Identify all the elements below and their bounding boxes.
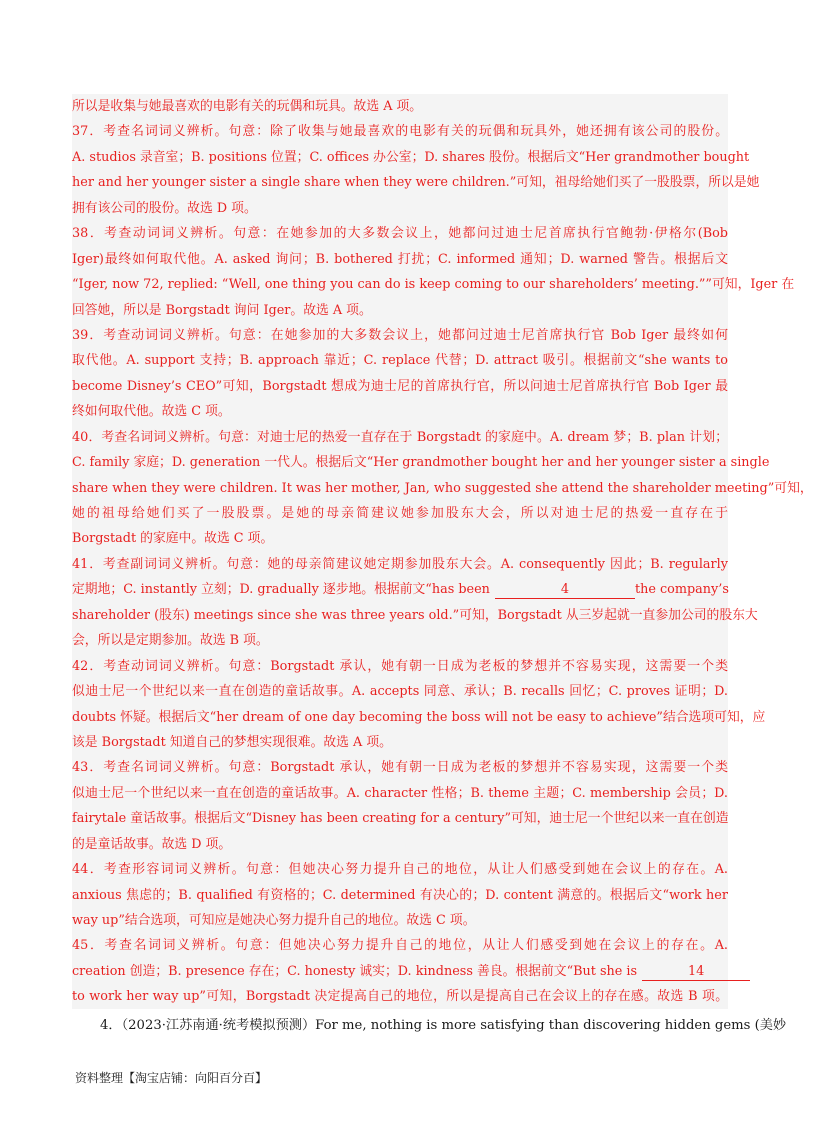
answer-blank: 14 (642, 964, 750, 981)
answer-line-text: 她的祖母给她们买了一股股票。是她的母亲简建议她参加股东大会，所以对迪士尼的热爱一直存在于 (72, 506, 728, 521)
answer-line-text: 定期地；C. instantly 立刻；D. gradually 逐步地。根据前文“has been (72, 582, 490, 598)
answer-line (72, 628, 728, 653)
answer-line (72, 247, 728, 272)
answer-line-text: 似迪士尼一个世纪以来一直在创造的童话故事。A. character 性格；B. theme 主题；C. membership 会员；D. (72, 785, 728, 801)
answer-line-text: 该是 Borgstadt 知道自己的梦想实现很难。故选 A 项。 (72, 734, 392, 750)
answer-line-text: 40．考查名词词义辨析。句意：对迪士尼的热爱一直存在于 Borgstadt 的家庭中。A. dream 梦；B. plan 计划； (72, 429, 728, 445)
answer-line-text: to work her way up”可知，Borgstadt 决定提高自己的地位，所以是提高自己在会议上的存在感。故选 B 项。 (72, 989, 728, 1005)
answer-line (72, 298, 728, 323)
answer-line-text: share when they were children. It was her mother, Jan, who suggested she attend the shareholder meeting”可知， (72, 480, 813, 496)
answer-line (72, 476, 813, 501)
answer-line-text: C. family 家庭；D. generation 一代人。根据后文“Her grandmother bought her and her younger sister a single (72, 455, 770, 471)
answer-line (72, 221, 728, 246)
answer-line-text: Iger)最终如何取代他。A. asked 询问；B. bothered 打扰；C. informed 通知；D. warned 警告。根据后文 (72, 251, 728, 267)
answer-line-text: 38．考查动词词义辨析。句意：在她参加的大多数会议上，她都问过迪士尼首席执行官鲍勃·伊格尔(Bob (72, 226, 728, 242)
answer-line (72, 399, 728, 424)
answer-line (72, 94, 728, 119)
answer-line-text: 45．考查名词词义辨析。句意：但她决心努力提升自己的地位，从让人们感受到她在会议上的存在。A. (72, 938, 728, 954)
answer-line-text: way up”结合选项，可知应是她决心努力提升自己的地位。故选 C 项。 (72, 913, 476, 928)
answer-line-text: 所以是收集与她最喜欢的电影有关的玩偶和玩具。故选 A 项。 (72, 99, 423, 114)
answer-line (72, 196, 728, 221)
answer-line-text: 回答她，所以是 Borgstadt 询问 Iger。故选 A 项。 (72, 302, 372, 318)
answer-line (72, 933, 728, 958)
answer-line-text: 44．考查形容词词义辨析。句意：但她决心努力提升自己的地位，从让人们感受到她在会议上的存在。A. (72, 862, 728, 878)
answer-line-text: creation 创造；B. presence 存在；C. honesty 诚实；D. kindness 善良。根据前文“But she is (72, 963, 638, 979)
next-question-intro: 4．（2023·江苏南通·统考模拟预测）For me, nothing is more satisfying than discovering hidden gems (美妙 (100, 1018, 787, 1033)
answer-line (72, 323, 728, 348)
answer-line (72, 450, 770, 475)
answer-line-text: “Iger, now 72, replied: “Well, one thing you can do is keep coming to our shareholders’ meeting.””可知，Iger 在 (72, 277, 795, 293)
answer-explanations (72, 94, 813, 1010)
answer-line (72, 501, 728, 526)
answer-line-text: anxious 焦虑的；B. qualified 有资格的；C. determined 有决心的；D. content 满意的。根据后文“work her (72, 887, 728, 903)
answer-line (72, 857, 728, 882)
answer-line (72, 654, 728, 679)
answer-line (72, 170, 760, 195)
answer-line-text: 会，所以是定期参加。故选 B 项。 (72, 633, 269, 649)
answer-line-text: shareholder (股东) meetings since she was three years old.”可知，Borgstadt 从三岁起就一直参加公司的股东大 (72, 607, 758, 623)
answer-line (72, 552, 728, 577)
answer-line (72, 806, 728, 831)
answer-line (72, 425, 728, 450)
answer-line (72, 755, 728, 780)
answer-line (72, 603, 758, 628)
answer-line-text: fairytale 童话故事。根据后文“Disney has been creating for a century”可知，迪士尼一个世纪以来一直在创造 (72, 811, 729, 827)
answer-line (72, 908, 728, 933)
answer-line-text: Borgstadt 的家庭中。故选 C 项。 (72, 531, 274, 547)
answer-line (72, 883, 728, 908)
answer-line (72, 832, 728, 857)
answer-line (72, 272, 795, 297)
answer-line-text: her and her younger sister a single share when they were children.”可知，祖母给她们买了一股股票，所以是她 (72, 175, 760, 191)
answer-line-text: 42．考查动词词义辨析。句意：Borgstadt 承认，她有朝一日成为老板的梦想并不容易实现，这需要一个类 (72, 658, 728, 674)
answer-line-text: 的是童话故事。故选 D 项。 (72, 836, 232, 852)
answer-line-text: 41．考查副词词义辨析。句意：她的母亲简建议她定期参加股东大会。A. consequently 因此；B. regularly (72, 556, 728, 572)
answer-line-text: doubts 怀疑。根据后文“her dream of one day becoming the boss will not be easy to achieve”结合选项可知，应 (72, 709, 766, 725)
answer-line (72, 679, 728, 704)
answer-line-text: become Disney’s CEO”可知，Borgstadt 想成为迪士尼的首席执行官，所以问迪士尼首席执行官 Bob Iger 最 (72, 378, 728, 394)
answer-line (72, 577, 728, 602)
answer-line (72, 348, 728, 373)
answer-line (72, 145, 750, 170)
answer-line (72, 119, 728, 144)
answer-line-text: 39．考查动词词义辨析。句意：在她参加的大多数会议上，她都问过迪士尼首席执行官 Bob Iger 最终如何 (72, 327, 728, 343)
answer-line-text: 似迪士尼一个世纪以来一直在创造的童话故事。A. accepts 同意、承认；B. recalls 回忆；C. proves 证明；D. (72, 684, 728, 700)
answer-line-text: 取代他。A. support 支持；B. approach 靠近；C. replace 代替；D. attract 吸引。根据前文“she wants to (72, 353, 728, 369)
answer-line-text: 37．考查名词词义辨析。句意：除了收集与她最喜欢的电影有关的玩偶和玩具外，她还拥有该公司的股份。 (72, 124, 728, 140)
answer-line (72, 526, 728, 551)
answer-line (72, 730, 728, 755)
answer-line (72, 705, 766, 730)
answer-line-text: A. studios 录音室；B. positions 位置；C. offices 办公室；D. shares 股份。根据后文“Her grandmother bought (72, 149, 750, 165)
footer-source-note: 资料整理【淘宝店铺：向阳百分百】 (75, 1071, 268, 1085)
answer-blank: 4 (495, 582, 635, 599)
answer-line (72, 959, 728, 984)
answer-line (72, 374, 728, 399)
answer-line-text: 终如何取代他。故选 C 项。 (72, 404, 231, 420)
answer-line-text: 43．考查名词词义辨析。句意：Borgstadt 承认，她有朝一日成为老板的梦想并不容易实现，这需要一个类 (72, 760, 728, 776)
answer-line-after-blank: the company’s (634, 582, 729, 598)
answer-line (72, 781, 728, 806)
answer-line (72, 984, 728, 1009)
answer-line-text: 拥有该公司的股份。故选 D 项。 (72, 200, 257, 216)
